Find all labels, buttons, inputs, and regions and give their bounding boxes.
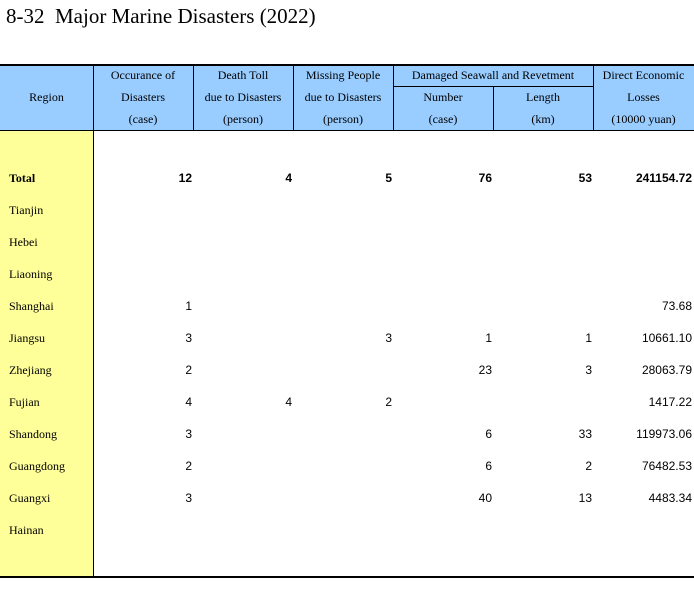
header-death-1: Death Toll (217, 68, 269, 82)
row-region-label: Liaoning (9, 267, 53, 281)
cell-length: 1 (585, 331, 592, 345)
row-region-label: Shanghai (9, 299, 54, 313)
cell-losses: 4483.34 (648, 491, 692, 505)
cell-death: 4 (285, 171, 292, 185)
cell-occurance: 3 (185, 491, 192, 505)
table-row (0, 418, 694, 450)
header-losses-2: Losses (627, 90, 660, 104)
col-divider-missing (393, 64, 394, 130)
cell-losses: 76482.53 (641, 459, 692, 473)
cell-number: 6 (485, 427, 492, 441)
disasters-table (0, 64, 694, 578)
cell-number: 23 (478, 363, 492, 377)
header-bottom-border (0, 130, 694, 131)
cell-number: 76 (478, 171, 492, 185)
cell-length: 3 (585, 363, 592, 377)
table-row (0, 386, 694, 418)
table-row (0, 258, 694, 290)
header-occurance-3: (case) (128, 112, 158, 126)
table-row (0, 290, 694, 322)
col-divider-occurance (193, 64, 194, 130)
header-length-1: Length (526, 90, 560, 104)
cell-length: 33 (578, 427, 592, 441)
table-row (0, 226, 694, 258)
header-occurance-1: Occurance of (110, 68, 176, 82)
cell-occurance: 12 (178, 171, 192, 185)
cell-losses: 119973.06 (636, 427, 692, 441)
cell-death: 4 (285, 395, 292, 409)
header-missing-1: Missing People (305, 68, 381, 82)
table-row (0, 514, 694, 546)
page-title: 8-32 Major Marine Disasters (2022) (6, 4, 316, 28)
row-region-label: Zhejiang (9, 363, 52, 377)
cell-number: 6 (485, 459, 492, 473)
row-region-label: Jiangsu (9, 331, 45, 345)
table-row (0, 194, 694, 226)
row-region-label: Fujian (9, 395, 40, 409)
header-losses-1: Direct Economic (602, 68, 685, 82)
header-region: Region (29, 90, 64, 104)
cell-number: 40 (478, 491, 492, 505)
cell-occurance: 4 (185, 395, 192, 409)
cell-number: 1 (485, 331, 492, 345)
table-row (0, 482, 694, 514)
table-row (0, 322, 694, 354)
table-header (0, 64, 694, 130)
cell-length: 2 (585, 459, 592, 473)
header-death-3: (person) (223, 112, 263, 126)
cell-occurance: 1 (185, 299, 192, 313)
cell-length: 53 (578, 171, 592, 185)
row-region-label: Tianjin (9, 203, 44, 217)
table-row (0, 162, 694, 194)
cell-missing: 2 (385, 395, 392, 409)
cell-losses: 73.68 (661, 299, 692, 313)
header-seawall: Damaged Seawall and Revetment (411, 68, 575, 82)
header-missing-2: due to Disasters (304, 90, 382, 104)
header-missing-3: (person) (323, 112, 363, 126)
header-length-2: (km) (531, 112, 555, 126)
cell-losses: 1417.22 (648, 395, 692, 409)
col-divider-length (593, 64, 594, 130)
header-death-2: due to Disasters (204, 90, 282, 104)
cell-occurance: 3 (185, 331, 192, 345)
row-region-label: Total (9, 171, 36, 185)
col-divider-death (293, 64, 294, 130)
row-region-label: Guangdong (9, 459, 65, 473)
row-region-label: Hebei (9, 235, 38, 249)
cell-occurance: 2 (185, 363, 192, 377)
row-region-label: Guangxi (9, 491, 51, 505)
header-losses-3: (10000 yuan) (611, 112, 676, 126)
cell-length: 13 (578, 491, 592, 505)
row-region-label: Hainan (9, 523, 44, 537)
header-number-2: (case) (428, 112, 458, 126)
table-row (0, 450, 694, 482)
cell-losses: 28063.79 (641, 363, 692, 377)
cell-losses: 241154.72 (635, 171, 692, 185)
cell-losses: 10661.10 (641, 331, 692, 345)
row-region-label: Shandong (9, 427, 57, 441)
table-top-border (0, 64, 694, 66)
cell-occurance: 2 (185, 459, 192, 473)
table-bottom-border (0, 576, 694, 578)
header-occurance-2: Disasters (121, 90, 165, 104)
col-divider-number (493, 86, 494, 130)
table-row (0, 354, 694, 386)
header-number-1: Number (423, 90, 463, 104)
cell-occurance: 3 (185, 427, 192, 441)
cell-missing: 5 (385, 171, 392, 185)
cell-missing: 3 (385, 331, 392, 345)
